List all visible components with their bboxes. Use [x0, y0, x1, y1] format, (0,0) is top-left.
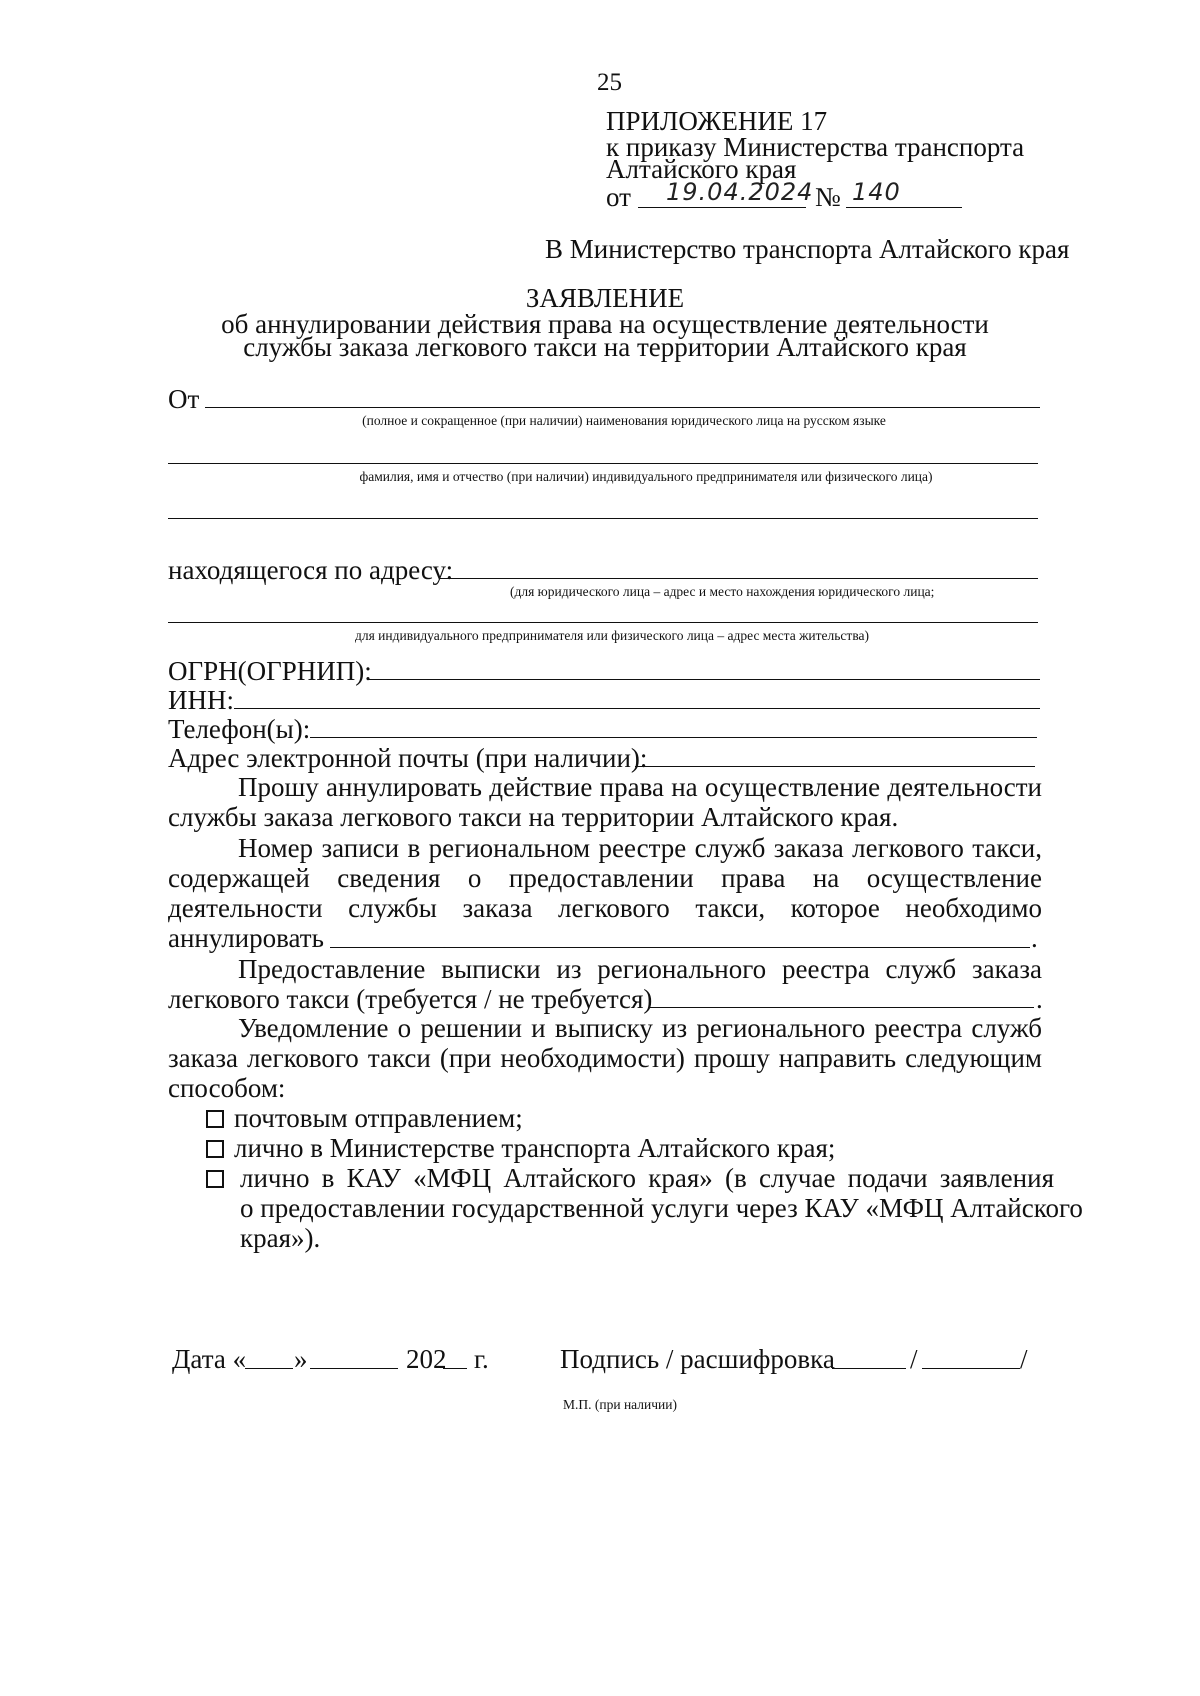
appendix-region-line: Алтайского края — [606, 154, 797, 184]
option-mfc-label-line-1: лично в КАУ «МФЦ Алтайского края» (в случае подачи заявления — [240, 1163, 1054, 1193]
address-line-2[interactable] — [168, 622, 1038, 623]
address-label: находящегося по адресу: — [168, 555, 454, 585]
checkbox-ministry[interactable] — [206, 1140, 224, 1158]
email-line[interactable] — [635, 766, 1035, 767]
date-day-line[interactable] — [245, 1368, 293, 1369]
signature-label: Подпись / расшифровка — [560, 1344, 835, 1374]
phone-line[interactable] — [310, 737, 1037, 738]
from-person-caption: фамилия, имя и отчество (при наличии) индивидуального предпринимателя или физического лица) — [359, 469, 933, 484]
request-paragraph-line-1: Прошу аннулировать действие права на осуществление деятельности — [238, 772, 1042, 802]
from-name-line[interactable] — [205, 407, 1040, 408]
ogrn-label: ОГРН(ОГРНИП): — [168, 656, 372, 686]
signature-decoding-line[interactable] — [922, 1368, 1020, 1369]
from-person-line[interactable] — [168, 463, 1038, 464]
registry-paragraph-line-4: аннулировать — [168, 923, 324, 953]
extract-paragraph-line-1: Предоставление выписки из регионального реестра служб заказа — [238, 954, 1042, 984]
option-mail[interactable] — [206, 1105, 523, 1132]
option-ministry-label: лично в Министерстве транспорта Алтайского края; — [234, 1133, 836, 1163]
date-year-suffix: г. — [474, 1344, 489, 1374]
appendix-date-handwritten: 19.04.2024 — [666, 178, 814, 206]
from-extra-line[interactable] — [168, 518, 1038, 519]
appendix-date-line — [638, 207, 806, 208]
extract-period: . — [1036, 984, 1043, 1014]
addressee: В Министерство транспорта Алтайского края — [545, 234, 1070, 264]
extract-paragraph-line-2: легкового такси (требуется / не требуется) — [168, 984, 653, 1014]
notification-paragraph-line-1: Уведомление о решении и выписку из регионального реестра служб — [238, 1013, 1042, 1043]
inn-label: ИНН: — [168, 685, 234, 715]
registry-paragraph-line-2: содержащей сведения о предоставлении права на осуществление — [168, 863, 1042, 893]
date-quote-close: » — [294, 1344, 308, 1374]
document-subtitle-1: об аннулировании действия права на осуществление деятельности — [221, 309, 989, 339]
appendix-number-label: № — [815, 182, 841, 212]
date-year-line[interactable] — [443, 1368, 467, 1369]
option-mfc[interactable] — [206, 1165, 234, 1192]
signature-line[interactable] — [832, 1368, 906, 1369]
date-year-prefix: 202 — [406, 1344, 447, 1374]
registry-period: . — [1031, 923, 1038, 953]
registry-paragraph-line-1: Номер записи в региональном реестре служб заказа легкового такси, — [238, 833, 1042, 863]
signature-slash-1: / — [910, 1344, 918, 1374]
ogrn-line[interactable] — [368, 679, 1040, 680]
document-title: ЗАЯВЛЕНИЕ — [525, 283, 685, 313]
document-subtitle-2: службы заказа легкового такси на территории Алтайского края — [243, 332, 967, 362]
request-paragraph-line-2: службы заказа легкового такси на территории Алтайского края. — [168, 802, 899, 832]
inn-line[interactable] — [234, 708, 1040, 709]
date-month-line[interactable] — [310, 1368, 398, 1369]
appendix-from-label: от — [606, 182, 631, 212]
option-mfc-label-line-3: края»). — [240, 1223, 321, 1253]
registry-record-line[interactable] — [330, 947, 1030, 948]
appendix-number-handwritten: 140 — [852, 178, 901, 206]
notification-paragraph-line-2: заказа легкового такси (при необходимости) прошу направить следующим — [168, 1043, 1042, 1073]
from-legal-caption: (полное и сокращенное (при наличии) наименования юридического лица на русском языке — [362, 413, 886, 428]
option-ministry[interactable] — [206, 1135, 835, 1162]
registry-paragraph-line-3: деятельности службы заказа легкового такси, которое необходимо — [168, 893, 1042, 923]
option-mail-label: почтовым отправлением; — [234, 1103, 523, 1133]
notification-paragraph-line-3: способом: — [168, 1073, 286, 1103]
extract-required-line[interactable] — [650, 1007, 1034, 1008]
appendix-order-line: к приказу Министерства транспорта — [606, 132, 1025, 162]
stamp-note: М.П. (при наличии) — [563, 1397, 677, 1412]
page-number: 25 — [597, 69, 622, 96]
address-legal-caption: (для юридического лица – адрес и место нахождения юридического лица; — [510, 584, 935, 599]
address-line[interactable] — [440, 578, 1038, 579]
phone-label: Телефон(ы): — [168, 714, 311, 744]
option-mfc-label-line-2: о предоставлении государственной услуги через КАУ «МФЦ Алтайского — [240, 1193, 1083, 1223]
checkbox-mfc[interactable] — [206, 1170, 224, 1188]
email-label: Адрес электронной почты (при наличии): — [168, 743, 648, 773]
checkbox-mail[interactable] — [206, 1110, 224, 1128]
appendix-number-line — [846, 207, 962, 208]
date-label: Дата « — [172, 1344, 247, 1374]
from-label: От — [168, 384, 200, 414]
signature-slash-2: / — [1020, 1344, 1028, 1374]
address-person-caption: для индивидуального предпринимателя или физического лица – адрес места жительства) — [354, 628, 870, 643]
appendix-title: ПРИЛОЖЕНИЕ 17 — [606, 106, 828, 136]
